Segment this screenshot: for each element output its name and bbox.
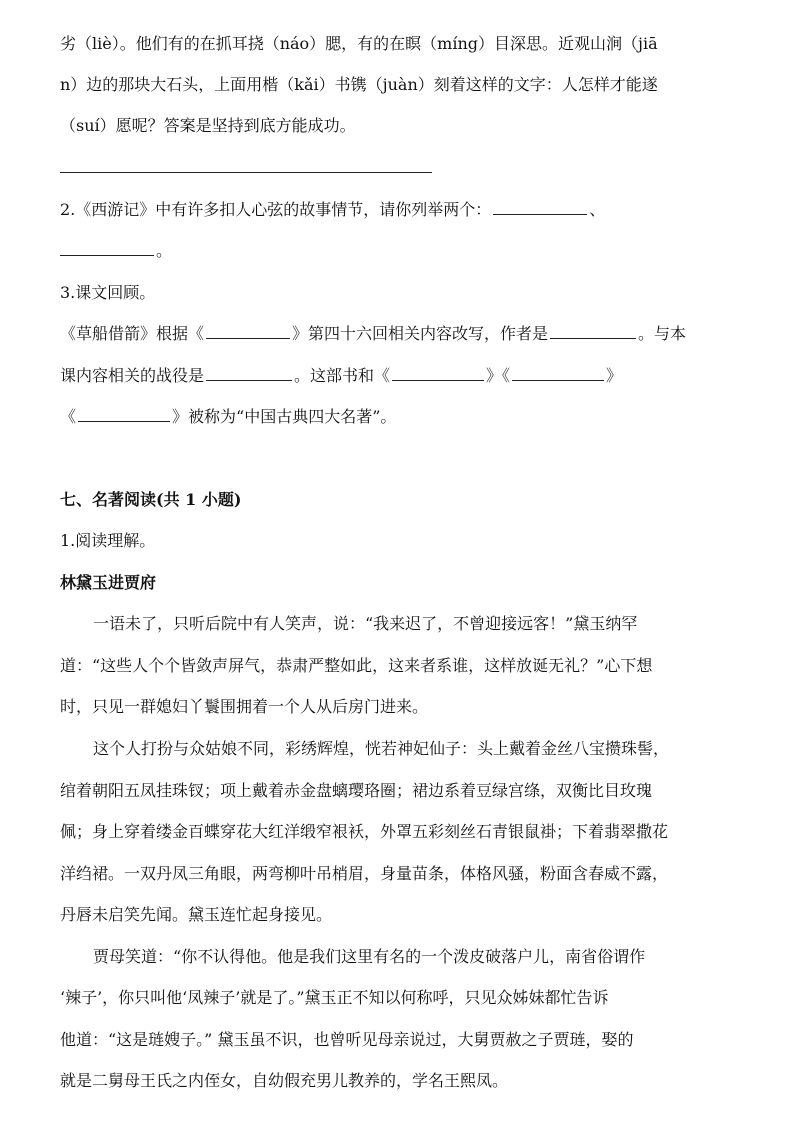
period: 。: [156, 241, 173, 260]
question-2-text: 2.《西游记》中有许多扣人心弦的故事情节，请你列举两个：: [60, 200, 492, 219]
separator: 、: [589, 200, 606, 219]
passage-line: 贾母笑道：“你不认得他。他是我们这里有名的一个泼皮破落户儿，南省俗谓作: [93, 947, 646, 966]
passage-line: 绾着朝阳五凤挂珠钗；项上戴着赤金盘螭璎珞圈；裙边系着豆绿宫绦，双衡比目玫瑰: [60, 781, 653, 800]
passage-line: 丹唇未启笑先闻。黛玉连忙起身接见。: [60, 905, 333, 924]
answer-blank[interactable]: [550, 324, 636, 339]
question-3-title: 3.课文回顾。: [60, 283, 156, 302]
answer-blank[interactable]: [392, 366, 484, 381]
passage-line: 一语未了，只听后院中有人笑声，说：“我来迟了，不曾迎接远客！”黛玉纳罕: [93, 614, 638, 633]
question-1: 1.阅读理解。: [60, 531, 156, 550]
text-segment: 。这部书和《: [294, 366, 391, 385]
paragraph-line: 劣（liè）。他们有的在抓耳挠（náo）腮，有的在瞑（míng）目深思。近观山涧（jiā: [60, 34, 658, 53]
paragraph-line: （suí）愿呢？答案是坚持到底方能成功。: [60, 116, 356, 135]
passage-line: 他道：“这是琏嫂子。” 黛玉虽不识，也曾听见母亲说过，大舅贾赦之子贾琏，娶的: [60, 1030, 634, 1049]
text-segment: 《草船借箭》根据《: [60, 324, 205, 343]
text-segment: 课内容相关的战役是: [60, 366, 205, 385]
paragraph-line: n）边的那块大石头，上面用楷（kǎi）书镌（juàn）刻着这样的文字：人怎样才能遂: [60, 75, 658, 94]
question-3-line: [60, 407, 396, 427]
question-3-line: [60, 366, 622, 386]
question-3-line: [60, 324, 686, 344]
text-segment: 》被称为“中国古典四大名著”。: [172, 407, 397, 426]
passage-line: 就是二舅母王氏之内侄女，自幼假充男儿教养的，学名王熙凤。: [60, 1071, 509, 1090]
answer-blank[interactable]: [206, 324, 290, 339]
passage-line: 时，只见一群媳妇丫鬟围拥着一个人从后房门进来。: [60, 697, 429, 716]
answer-blank[interactable]: [493, 200, 587, 215]
text-segment: 》《: [486, 366, 511, 385]
text-segment: 《: [60, 407, 77, 426]
text-segment: 》第四十六回相关内容改写，作者是: [292, 324, 549, 343]
passage-line: 佩；身上穿着缕金百蝶穿花大红洋缎窄裉袄，外罩五彩刻丝石青银鼠褂；下着翡翠撒花: [60, 822, 669, 841]
answer-blank[interactable]: [512, 366, 604, 381]
answer-blank[interactable]: [206, 366, 292, 381]
passage-title: 林黛玉进贾府: [60, 573, 157, 592]
passage-line: 道：“这些人个个皆敛声屏气，恭肃严整如此，这来者系谁，这样放诞无礼？”心下想: [60, 656, 653, 675]
passage-line: 这个人打扮与众姑娘不同，彩绣辉煌，恍若神妃仙子：头上戴着金丝八宝攒珠髻，: [93, 739, 670, 758]
question-2: [60, 200, 605, 220]
section-heading: 七、名著阅读(共 1 小题): [60, 490, 242, 509]
answer-blank[interactable]: [78, 407, 170, 422]
passage-line: ‘辣子’，你只叫他‘凤辣子’就是了。”黛玉正不知以何称呼，只见众姊妹都忙告诉: [60, 988, 609, 1007]
answer-blank[interactable]: [60, 241, 154, 256]
passage-line: 洋绉裙。一双丹凤三角眼，两弯柳叶吊梢眉，身量苗条，体格风骚，粉面含春威不露，: [60, 864, 669, 883]
text-segment: 。与本: [638, 324, 687, 343]
answer-line[interactable]: [60, 172, 432, 173]
text-segment: 》: [606, 366, 623, 385]
question-2-cont: [60, 241, 172, 261]
